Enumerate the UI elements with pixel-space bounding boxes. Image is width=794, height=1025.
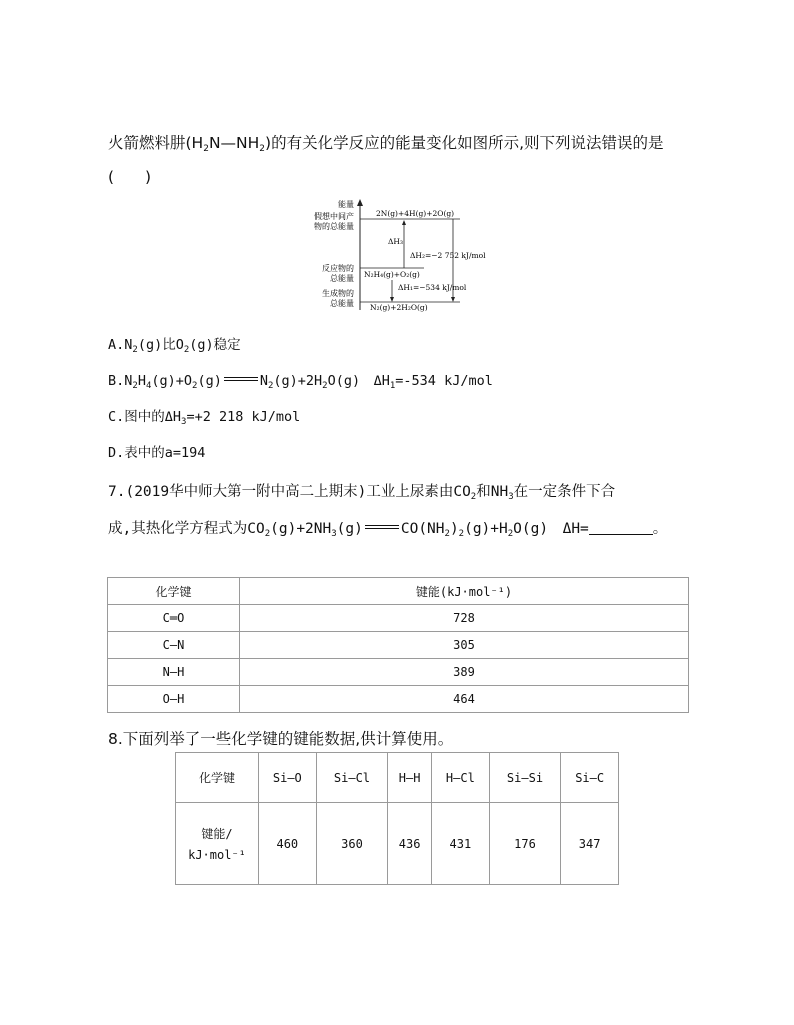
- table-cell: C═O: [108, 605, 240, 632]
- question7-line1: 7.(2019华中师大第一附中高二上期末)工业上尿素由$CO_2$和$NH_3$在一定条件下合: [108, 484, 616, 502]
- table-cell: 436: [388, 803, 432, 885]
- table-row: [176, 753, 619, 803]
- dh1-arrowhead-icon: [390, 297, 394, 302]
- level1-label-line2: 物的总能量: [314, 222, 354, 231]
- table-cell: 389: [240, 659, 689, 686]
- energy-diagram: [300, 198, 500, 314]
- table-header: 化学键: [176, 753, 259, 803]
- equals-sign-icon: [224, 375, 258, 385]
- table-cell: 728: [240, 605, 689, 632]
- table-cell: 431: [432, 803, 490, 885]
- level3-formula: N₂(g)+2H₂O(g): [370, 303, 428, 312]
- table-cell: Si—Si: [489, 753, 561, 803]
- table-cell: O—H: [108, 686, 240, 713]
- answer-blank[interactable]: [589, 520, 653, 535]
- table-header: 化学键: [108, 578, 240, 605]
- level2-formula: N₂H₄(g)+O₂(g): [364, 270, 420, 279]
- level1-formula: 2N(g)+4H(g)+2O(g): [376, 209, 455, 218]
- bond-energy-table-2: [175, 752, 619, 885]
- table-header: 键能(kJ·mol⁻¹): [240, 578, 689, 605]
- table-row: [108, 605, 689, 632]
- level1-label-line1: 假想中间产: [314, 212, 354, 221]
- question7-line2: 成,其热化学方程式为$CO_2(g)+2NH_3(g)$ $CO(NH_2)_2(g)+H_2O(g)$ ΔH= 。: [108, 521, 668, 539]
- table-cell: 347: [561, 803, 619, 885]
- answer-paren: ( ): [108, 168, 152, 186]
- dh2-label: ΔH₂=−2 752 kJ/mol: [410, 251, 486, 260]
- header-line: 键能/: [201, 827, 233, 841]
- table-cell: H—Cl: [432, 753, 490, 803]
- option-b: $B.N_2H_4(g)+O_2(g)$ $N_2(g)+2H_2O(g)$ $\Delta H_1=-534$ kJ/mol: [108, 373, 493, 391]
- level2-label-line1: 反应物的: [322, 264, 354, 273]
- dh2-arrowhead-icon: [451, 297, 455, 302]
- table-header-row: [108, 578, 689, 605]
- subscript: 2: [203, 144, 209, 154]
- table-row: [108, 632, 689, 659]
- table-row: [108, 686, 689, 713]
- table-cell: C—N: [108, 632, 240, 659]
- stem-part: N—NH: [208, 134, 260, 152]
- table-row: [176, 803, 619, 885]
- dh1-label: ΔH₁=−534 kJ/mol: [398, 283, 467, 292]
- table-cell: 464: [240, 686, 689, 713]
- table-cell: Si—Cl: [316, 753, 388, 803]
- option-a: $A.N_2(g)$比$O_2(g)$稳定: [108, 337, 241, 355]
- option-d: D.表中的a=194: [108, 445, 206, 461]
- table-header: [176, 803, 259, 885]
- table-cell: Si—C: [561, 753, 619, 803]
- level2-label-line2: 总能量: [330, 274, 354, 283]
- header-line: kJ·mol⁻¹: [188, 848, 246, 862]
- dh3-arrowhead-icon: [402, 220, 406, 225]
- stem-part: )的有关化学反应的能量变化如图所示,则下列说法错误的是: [265, 134, 664, 152]
- table-cell: 460: [259, 803, 317, 885]
- subscript: 2: [259, 144, 266, 154]
- dh3-label: ΔH₃: [388, 237, 403, 246]
- table-cell: 305: [240, 632, 689, 659]
- table-cell: 360: [316, 803, 388, 885]
- table-row: [108, 659, 689, 686]
- axis-label: 能量: [338, 200, 354, 209]
- question8-text: 8.下面列举了一些化学键的键能数据,供计算使用。: [108, 730, 454, 748]
- level3-label-line1: 生成物的: [322, 289, 354, 298]
- table-cell: 176: [489, 803, 561, 885]
- equals-sign-icon: [365, 523, 399, 533]
- bond-energy-table-1: [107, 577, 689, 713]
- stem-part: 火箭燃料肼(H: [108, 134, 204, 152]
- table-cell: Si—O: [259, 753, 317, 803]
- axis-arrow-icon: [357, 199, 363, 206]
- level3-label-line2: 总能量: [330, 299, 354, 308]
- option-c: C.图中的$\Delta H_3=+2$ 218 kJ/mol: [108, 409, 301, 427]
- table-cell: H—H: [388, 753, 432, 803]
- question6-stem: [108, 131, 664, 153]
- table-cell: N—H: [108, 659, 240, 686]
